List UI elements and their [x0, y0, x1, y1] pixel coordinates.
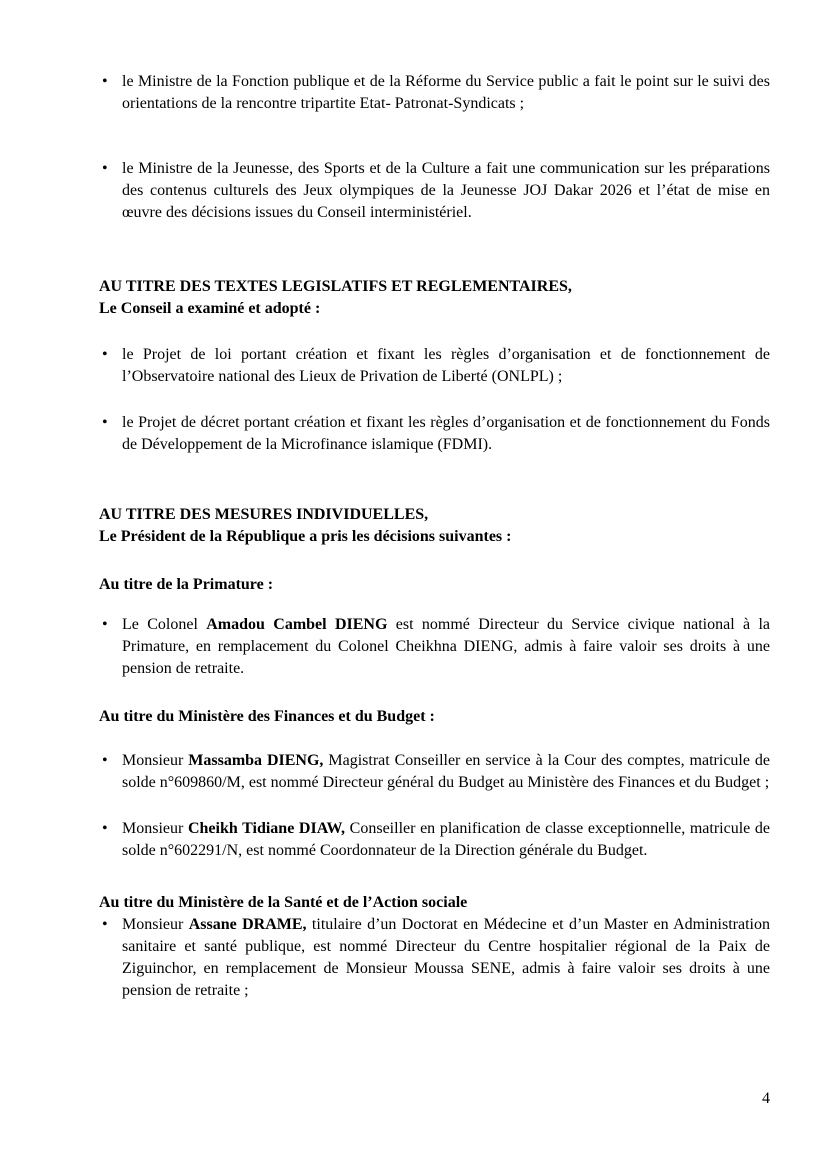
person-name: Amadou Cambel DIENG	[206, 616, 388, 633]
bullet-text: le Projet de décret portant création et fixant les règles d’organisation et de fonctionnement du Fonds de Développement de la Microfinance islamique (FDMI).	[122, 414, 770, 453]
bullet-icon: •	[102, 414, 108, 431]
bullet-icon: •	[102, 916, 108, 933]
bullet-text-pre: Monsieur	[122, 916, 189, 933]
bullet-text-pre: Monsieur	[122, 752, 189, 769]
bullet-icon: •	[102, 160, 108, 177]
bullet-icon: •	[102, 616, 108, 633]
bullet-text: le Ministre de la Fonction publique et de la Réforme du Service public a fait le point sur le suivi des orientations de la rencontre tripartite Etat- Patronat-Syndicats ;	[122, 73, 770, 112]
bullet-nomination-drame	[99, 914, 770, 1002]
bullet-icon: •	[102, 346, 108, 363]
document-content	[99, 0, 770, 1002]
subheading-finances-budget: Au titre du Ministère des Finances et du Budget :	[99, 708, 435, 725]
section-subheading-conseil-adopte: Le Conseil a examiné et adopté :	[99, 300, 321, 317]
bullet-projet-decret	[99, 412, 770, 456]
bullet-icon: •	[102, 73, 108, 90]
bullet-projet-loi	[99, 344, 770, 388]
bullet-text: le Ministre de la Jeunesse, des Sports et de la Culture a fait une communication sur les préparations des contenus culturels des Jeux olympiques de la Jeunesse JOJ Dakar 2026 et l’état de mise en œuvre des décisions issues du Conseil interministériel.	[122, 160, 770, 221]
section-subheading-president-decisions: Le Président de la République a pris les décisions suivantes :	[99, 528, 512, 545]
bullet-text-pre: Le Colonel	[122, 616, 207, 633]
subheading-sante-action-sociale: Au titre du Ministère de la Santé et de l’Action sociale	[99, 894, 468, 911]
bullet-nomination-massamba-dieng	[99, 750, 770, 794]
bullet-text-post: titulaire d’un Doctorat en Médecine et d’un Master en Administration sanitaire et santé publique, est nommé Directeur du Centre hospitalier régional de la Paix de Ziguinchor, en remplacement de Monsieur Moussa SENE, admis à faire valoir ses droits à une pension de retraite ;	[122, 916, 770, 999]
person-name: Massamba DIENG,	[188, 752, 324, 769]
bullet-nomination-diaw	[99, 818, 770, 862]
page-number: 4	[762, 1090, 770, 1107]
person-name: Cheikh Tidiane DIAW,	[187, 820, 346, 837]
person-name: Assane DRAME,	[188, 916, 307, 933]
subheading-primature: Au titre de la Primature :	[99, 576, 274, 593]
bullet-text-post: Conseiller en planification de classe exceptionnelle, matricule de solde n°602291/N, est nommé Coordonnateur de la Direction générale du Budget.	[122, 820, 770, 859]
bullet-nomination-dieng	[99, 614, 770, 680]
bullet-icon: •	[102, 820, 108, 837]
bullet-icon: •	[102, 752, 108, 769]
bullet-text: le Projet de loi portant création et fixant les règles d’organisation et de fonctionnement de l’Observatoire national des Lieux de Privation de Liberté (ONLPL) ;	[122, 346, 770, 385]
section-heading-textes-legislatifs: AU TITRE DES TEXTES LEGISLATIFS ET REGLEMENTAIRES,	[99, 278, 572, 295]
bullet-text-post: est nommé Directeur du Service civique national à la Primature, en remplacement du Colonel Cheikhna DIENG, admis à faire valoir ses droits à une pension de retraite.	[122, 616, 770, 677]
bullet-text-pre: Monsieur	[122, 820, 188, 837]
bullet-communication-jeunesse	[99, 158, 770, 224]
bullet-text-post: Magistrat Conseiller en service à la Cour des comptes, matricule de solde n°609860/M, est nommé Directeur général du Budget au Ministère des Finances et du Budget ;	[122, 752, 771, 791]
section-heading-mesures-individuelles: AU TITRE DES MESURES INDIVIDUELLES,	[99, 506, 429, 523]
bullet-communication-fonction-publique	[99, 71, 770, 115]
